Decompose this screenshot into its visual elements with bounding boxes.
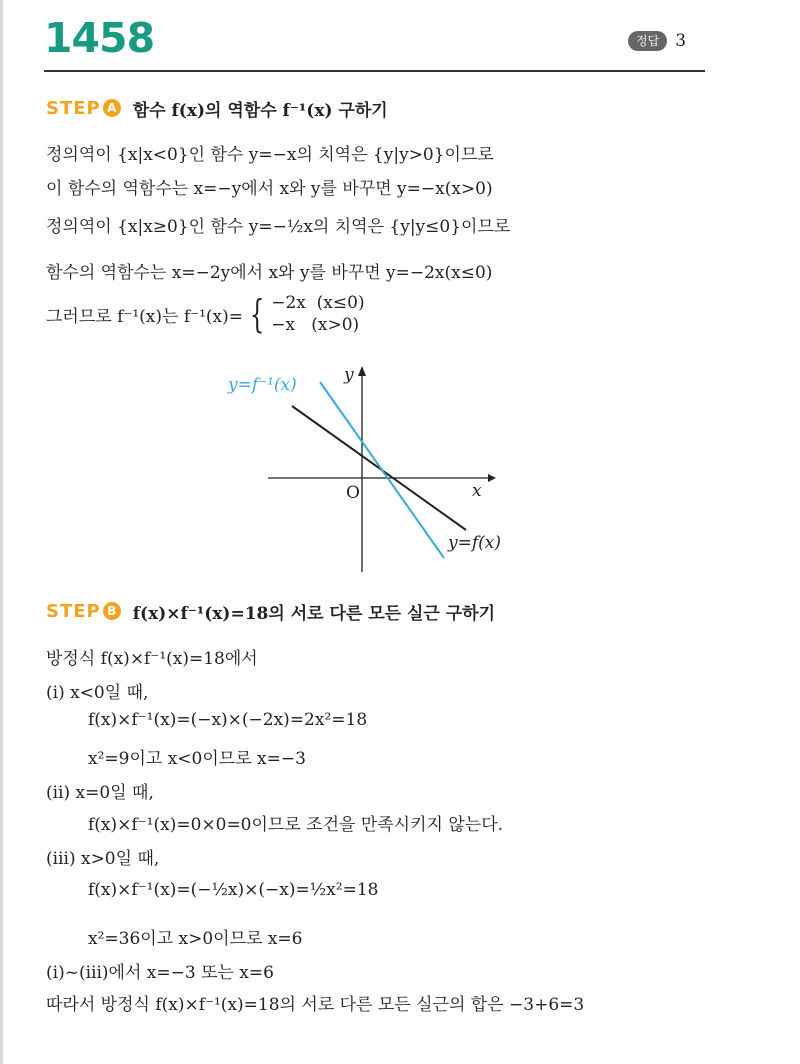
x-axis-label: x [472,481,482,501]
case-3-result: x²=36이고 x>0이므로 x=6 [88,929,303,949]
answer-badge: 정답 [628,31,667,51]
case-3-heading: (ⅲ) x>0일 때, [46,849,160,869]
piece-row-2: −x (x>0) [271,315,360,335]
final-conclusion: 따라서 방정식 f(x)×f⁻¹(x)=18의 서로 다른 모든 실근의 합은 −3+6=3 [46,995,585,1015]
piece-row-1: −2x (x≤0) [271,293,365,313]
step-a-line-3: 정의역이 {x|x≥0}인 함수 y=−½x의 치역은 {y|y≤0}이므로 [46,217,511,237]
case-2-equation: f(x)×f⁻¹(x)=0×0=0이므로 조건을 만족시키지 않는다. [88,815,504,835]
y-axis-arrow [358,366,366,376]
answer-area [628,30,686,52]
page-edge [0,0,3,1064]
answer-value: 3 [675,31,687,51]
step-a-badge: A [103,99,121,117]
x-axis-arrow [488,474,496,482]
case-2-heading: (ⅱ) x=0일 때, [46,783,154,803]
case-1-result: x²=9이고 x<0이므로 x=−3 [88,749,306,769]
step-b-heading [46,596,495,626]
step-a-label: STEP [46,97,101,119]
step-a-conclusion [46,292,365,336]
conclusion-prefix: 그러므로 f⁻¹(x)는 f⁻¹(x)= [46,306,244,327]
case-1-equation: f(x)×f⁻¹(x)=(−x)×(−2x)=2x²=18 [88,710,368,730]
header-divider [44,70,705,72]
y-axis-label: y [344,365,354,385]
case-summary: (ⅰ)~(ⅲ)에서 x=−3 또는 x=6 [46,963,274,983]
f-curve-label: y=f(x) [448,533,501,553]
piecewise-rows [271,292,364,336]
step-b-label: STEP [46,600,101,622]
step-a-line-2: 이 함수의 역함수는 x=−y에서 x와 y를 바꾸면 y=−x(x>0) [46,179,493,199]
step-b-intro: 방정식 f(x)×f⁻¹(x)=18에서 [46,649,258,669]
case-1-heading: (ⅰ) x<0일 때, [46,683,149,703]
problem-number: 1458 [44,14,155,62]
inverse-curve-label: y=f⁻¹(x) [228,375,297,395]
step-b-title: f(x)×f⁻¹(x)=18의 서로 다른 모든 실근 구하기 [132,603,496,624]
inverse-function-graph [220,358,540,578]
origin-label: O [346,483,360,503]
step-a-title: 함수 f(x)의 역함수 f⁻¹(x) 구하기 [132,100,388,121]
inverse-graph-line [320,382,444,558]
step-a-line-1: 정의역이 {x|x<0}인 함수 y=−x의 치역은 {y|y>0}이므로 [46,145,494,165]
f-graph-line [292,406,466,530]
case-3-equation: f(x)×f⁻¹(x)=(−½x)×(−x)=½x²=18 [88,880,379,900]
step-a-line-4: 함수의 역함수는 x=−2y에서 x와 y를 바꾸면 y=−2x(x≤0) [46,263,493,283]
step-b-badge: B [103,602,121,620]
brace-symbol: { [249,292,265,336]
step-a-heading [46,93,388,123]
